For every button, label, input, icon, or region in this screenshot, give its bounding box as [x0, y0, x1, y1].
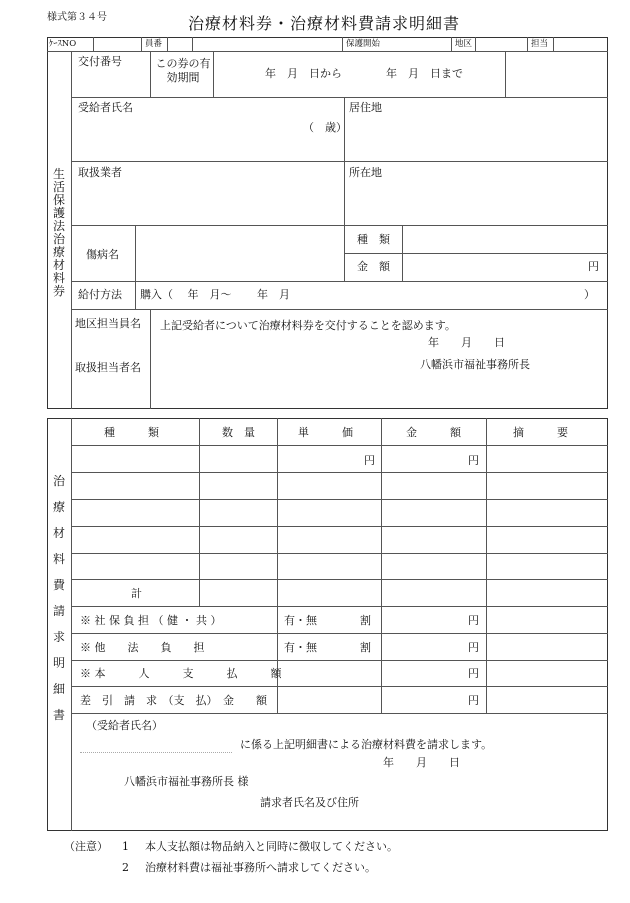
social-insurance-yen: 円: [468, 614, 479, 627]
handler-label: 取扱業者: [78, 166, 122, 179]
total-label: 計: [131, 587, 142, 600]
staff-no-label: 員番: [145, 39, 163, 49]
payment-method-label: 給付方法: [78, 288, 122, 301]
protection-start-label: 保護開始: [346, 39, 381, 49]
amount-yen-row: 円: [468, 454, 479, 467]
self-pay-yen: 円: [468, 667, 479, 680]
amount-label: 金 額: [357, 260, 390, 273]
social-insurance-yesno: 有・無: [284, 614, 317, 627]
header-unit-price: 単 価: [298, 426, 353, 439]
ticket-side-label: 生活保護法治療材料券: [52, 167, 65, 298]
header-kind: 種 類: [104, 426, 159, 439]
self-pay-label: ※ 本 人 支 払 額: [80, 667, 282, 680]
location-label: 所在地: [349, 166, 382, 179]
recipient-name-label: 受給者氏名: [78, 101, 133, 114]
claim-date: 年 月 日: [383, 756, 460, 769]
note-2-number: 2: [122, 861, 129, 874]
page-title: 治療材料券・治療材料費請求明細書: [188, 14, 461, 33]
approval-date: 年 月 日: [428, 336, 505, 349]
unit-price-yen: 円: [364, 454, 375, 467]
recipient-name-line: [80, 752, 232, 753]
disease-label: 傷病名: [86, 248, 119, 261]
claimant-label: 請求者氏名及び住所: [260, 796, 359, 809]
other-law-yen: 円: [468, 641, 479, 654]
case-no-label: ｹｰｽNO: [49, 39, 77, 49]
purchase-period: 購入（ 年 月～ 年 月: [140, 288, 290, 301]
validity-range: 年 月 日から 年 月 日まで: [265, 67, 463, 80]
difference-label: 差 引 請 求 （支 払） 金 額: [80, 694, 267, 707]
difference-yen: 円: [468, 694, 479, 707]
amount-yen: 円: [588, 260, 599, 273]
social-insurance-label: ※ 社 保 負 担 （ 健 ・ 共 ）: [80, 614, 222, 627]
issue-number-label: 交付番号: [78, 55, 122, 68]
age-label: （ 歳）: [303, 121, 347, 134]
other-law-yesno: 有・無: [284, 641, 317, 654]
in-charge-label: 担当: [531, 39, 549, 49]
kind-label: 種 類: [357, 233, 390, 246]
purchase-close-paren: ）: [584, 288, 595, 301]
social-insurance-percent: 割: [360, 614, 371, 627]
notes-label: （注意）: [64, 840, 108, 853]
ticket-frame: [47, 37, 608, 409]
district-label: 地区: [455, 39, 473, 49]
residence-label: 居住地: [349, 101, 382, 114]
header-amount: 金 額: [406, 426, 461, 439]
statement-side-label: 治療材料費請求明細書: [52, 474, 65, 722]
district-officer-label: 地区担当員名: [75, 317, 141, 330]
note-2-text: 治療材料費は福祉事務所へ請求してください。: [145, 861, 376, 874]
handling-officer-label: 取扱担当者名: [75, 361, 141, 374]
note-1-number: 1: [122, 840, 129, 853]
other-law-percent: 割: [360, 641, 371, 654]
claim-addressee: 八幡浜市福祉事務所長 様: [124, 775, 249, 788]
header-qty: 数 量: [222, 426, 255, 439]
approval-text: 上記受給者について治療材料券を交付することを認めます。: [160, 319, 456, 332]
office-head: 八幡浜市福祉事務所長: [420, 358, 530, 371]
header-remarks: 摘 要: [513, 426, 568, 439]
form-number: 様式第３４号: [47, 12, 107, 23]
recipient-name-field-label: （受給者氏名）: [86, 719, 163, 732]
validity-label: この券の有効期間: [155, 57, 211, 84]
note-1-text: 本人支払額は物品納入と同時に徴収してください。: [145, 840, 398, 853]
claim-text: に係る上記明細書による治療材料費を請求します。: [240, 738, 493, 751]
other-law-label: ※ 他 法 負 担: [80, 641, 205, 654]
